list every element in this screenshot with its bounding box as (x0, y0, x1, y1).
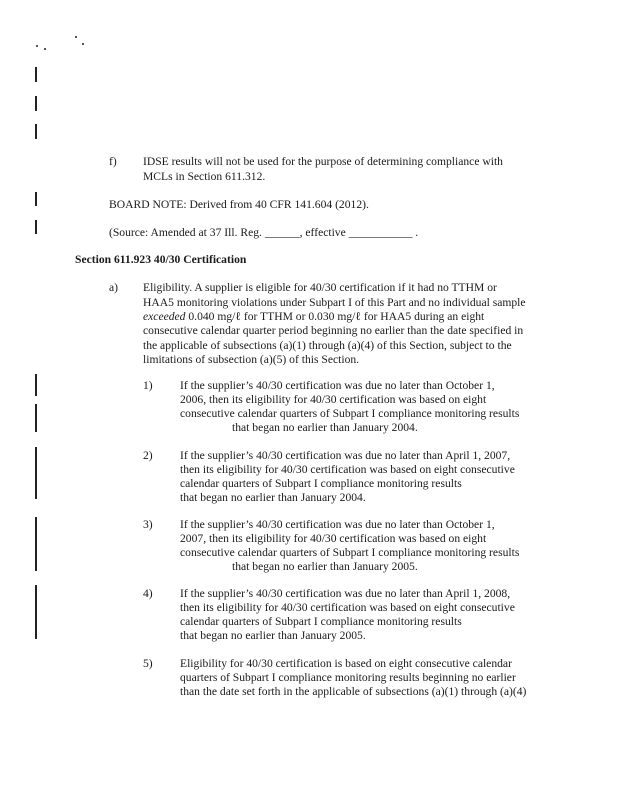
change-bar (35, 96, 37, 111)
subitem-line: consecutive calendar quarters of Subpart I compliance monitoring results (180, 546, 520, 559)
change-bar (35, 67, 37, 82)
para-a-line-rest: 0.040 mg/ℓ for TTHM or 0.030 mg/ℓ for HAA5 during an eight (185, 310, 485, 323)
subitem-line: calendar quarters of Subpart I compliance monitoring results (180, 477, 462, 490)
subitem-line: that began no earlier than January 2004. (180, 491, 366, 504)
scan-speck (82, 43, 84, 45)
change-bar (35, 517, 37, 571)
section-heading: Section 611.923 40/30 Certification (75, 253, 247, 266)
para-a-line: Eligibility. A supplier is eligible for 40/30 certification if it had no TTHM or (143, 281, 497, 294)
subitem-line: Eligibility for 40/30 certification is based on eight consecutive calendar (180, 657, 512, 670)
subitem-line: quarters of Subpart I compliance monitoring results beginning no earlier (180, 671, 516, 684)
subitem-line: than the date set forth in the applicable of subsections (a)(1) through (a)(4) (180, 685, 527, 698)
change-bar (35, 447, 37, 499)
scan-speck (44, 48, 46, 50)
change-bar (35, 124, 37, 139)
change-bar (35, 585, 37, 639)
para-a-line (143, 309, 484, 324)
subitem-line: If the supplier’s 40/30 certification was due no later than October 1, (180, 379, 495, 392)
board-note: BOARD NOTE: Derived from 40 CFR 141.604 (2012). (109, 198, 369, 211)
para-f-line: MCLs in Section 611.312. (143, 170, 266, 183)
change-bar (35, 404, 37, 432)
subitem-line: If the supplier’s 40/30 certification was due no later than October 1, (180, 518, 495, 531)
para-a-line: consecutive calendar quarter period beginning no earlier than the date specified in (143, 324, 524, 337)
para-a-line: limitations of subsection (a)(5) of this Section. (143, 353, 360, 366)
subitem-label: 1) (143, 379, 153, 392)
change-bar (35, 220, 37, 234)
subitem-line: then its eligibility for 40/30 certification was based on eight consecutive (180, 601, 515, 614)
para-a-label: a) (109, 281, 119, 294)
subitem-line: calendar quarters of Subpart I compliance monitoring results (180, 615, 462, 628)
scan-speck (36, 45, 38, 47)
scan-speck (75, 36, 77, 38)
subitem-line: 2006, then its eligibility for 40/30 certification was based on eight (180, 393, 487, 406)
para-a-line: the applicable of subsections (a)(1) through (a)(4) of this Section, subject to the (143, 339, 512, 352)
para-a-emphasis: exceeded (143, 310, 186, 323)
subitem-line: If the supplier’s 40/30 certification was due no later than April 1, 2007, (180, 449, 511, 462)
subitem-line: that began no earlier than January 2005. (180, 629, 366, 642)
source-note: (Source: Amended at 37 Ill. Reg. ______, effective ___________ . (109, 226, 419, 239)
subitem-label: 2) (143, 449, 153, 462)
subitem-line: that began no earlier than January 2004. (232, 421, 418, 434)
para-a-line: HAA5 monitoring violations under Subpart I of this Part and no individual sample (143, 296, 526, 309)
subitem-line: 2007, then its eligibility for 40/30 certification was based on eight (180, 532, 487, 545)
change-bar (35, 374, 37, 396)
subitem-label: 3) (143, 518, 153, 531)
subitem-label: 5) (143, 657, 153, 670)
subitem-line: consecutive calendar quarters of Subpart I compliance monitoring results (180, 407, 520, 420)
para-f-line: IDSE results will not be used for the purpose of determining compliance with (143, 155, 503, 168)
subitem-line: then its eligibility for 40/30 certification was based on eight consecutive (180, 463, 515, 476)
para-f-label: f) (109, 155, 117, 168)
subitem-line: that began no earlier than January 2005. (232, 560, 418, 573)
subitem-label: 4) (143, 587, 153, 600)
change-bar (35, 192, 37, 206)
subitem-line: If the supplier’s 40/30 certification was due no later than April 1, 2008, (180, 587, 511, 600)
